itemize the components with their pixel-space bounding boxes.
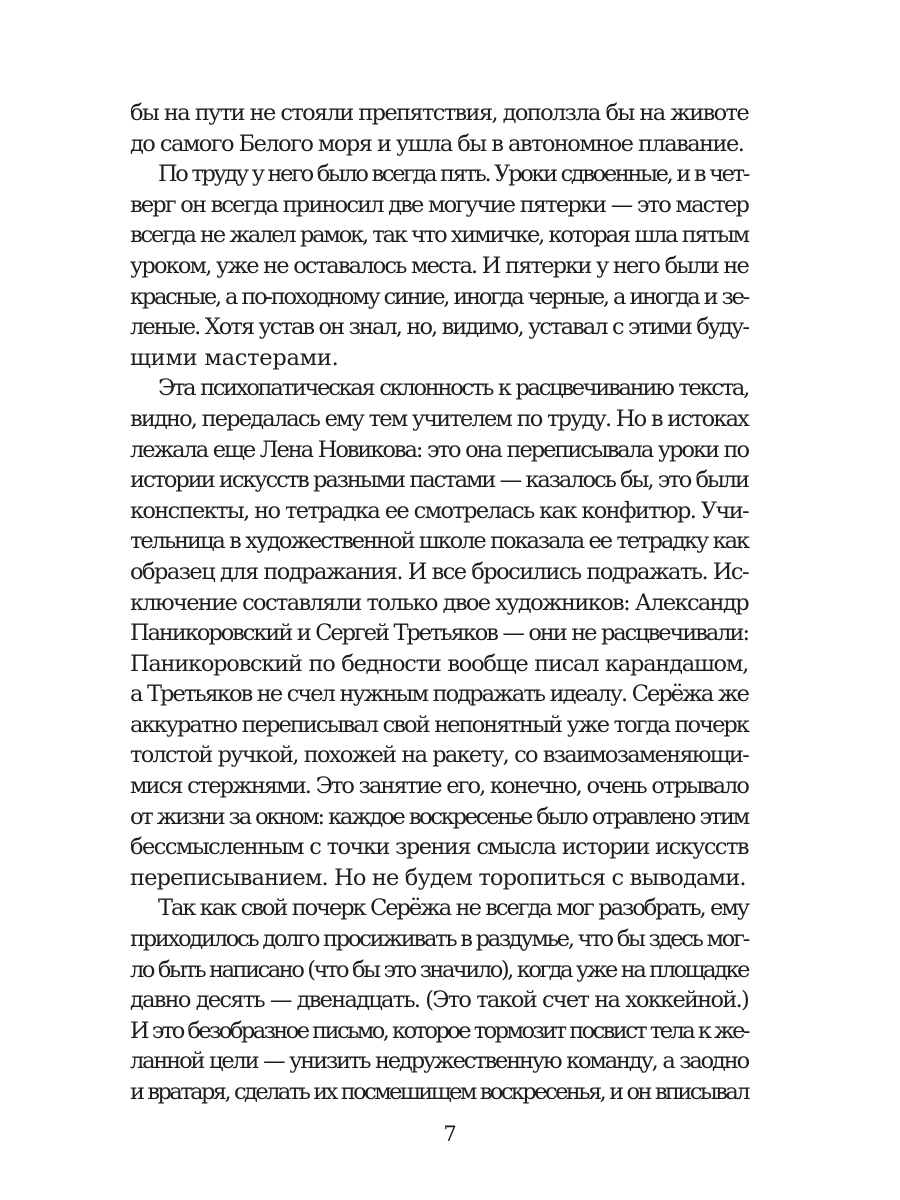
text-line: Паникоровский по бедности вообще писал карандашом, [130,650,748,677]
text-line: лежала еще Лена Новикова: это она переписывала уроки по [130,436,748,463]
text-line: ло быть написано (что бы это значило), когда уже на площадке [130,956,748,983]
paragraph [130,893,748,1107]
text-line: Эта психопатическая склонность к расцвечиванию текста, [158,375,748,402]
text-line: мися стержнями. Это занятие его, конечно, очень отрывало [130,773,748,800]
text-line: бессмысленным с точки зрения смысла истории искусств [130,834,748,861]
text-line: всегда не жалел рамок, так что химичке, которая шла пятым [130,222,748,249]
text-line: И это безобразное письмо, которое тормозит посвист тела к же- [130,1017,748,1044]
paragraph [130,373,748,893]
text-line: истории искусств разными пастами — казалось бы, это были [130,467,748,494]
text-line: бы на пути не стояли препятствия, доползла бы на животе [130,100,748,126]
text-line: красные, а по-походному синие, иногда черные, а иногда и зе- [130,283,748,310]
text-line: Так как свой почерк Серёжа не всегда мог разобрать, ему [158,895,748,922]
text-line: видно, передалась ему тем учителем по труду. Но в истоках [130,405,748,432]
text-line: толстой ручкой, похожей на ракету, со взаимозаменяющи- [130,742,748,769]
page-number: 7 [443,1122,457,1146]
text-line: ланной цели — унизить недружественную команду, а заодно [130,1048,748,1075]
text-line: ключение составляли только двое художников: Александр [130,589,748,616]
text-line: верг он всегда приносил две могучие пятерки — это мастер [130,191,748,218]
book-page-text [130,98,748,1108]
text-line: леные. Хотя устав он знал, но, видимо, уставал с этими буду- [130,314,748,341]
paragraph [130,98,748,159]
text-line: а Третьяков не счел нужным подражать идеалу. Серёжа же [130,681,748,708]
text-line: тельница в художественной школе показала ее тетрадку как [130,528,748,555]
text-line: щими мастерами. [130,344,339,371]
text-line: приходилось долго просиживать в раздумье, что бы здесь мог- [130,926,748,953]
text-line: конспекты, но тетрадка ее смотрелась как конфитюр. Учи- [130,497,748,524]
text-line: образец для подражания. И все бросились подражать. Ис- [130,558,748,585]
text-line: аккуратно переписывал свой непонятный уже тогда почерк [130,711,748,738]
text-line: По труду у него было всегда пять. Уроки сдвоенные, и в чет- [158,161,748,188]
text-line: переписыванием. Но не будем торопиться с выводами. [130,864,746,891]
text-line: Паникоровский и Сергей Третьяков — они не расцвечивали: [130,620,748,647]
text-line: уроком, уже не оставалось места. И пятерки у него были не [130,252,748,279]
text-line: от жизни за окном: каждое воскресенье было отравлено этим [130,803,748,830]
text-line: давно десять — двенадцать. (Это такой счет на хоккейной.) [130,987,748,1014]
text-line: до самого Белого моря и ушла бы в автономное плавание. [130,130,744,157]
paragraph [130,159,748,373]
text-line: и вратаря, сделать их посмешищем воскресенья, и он вписывал [130,1079,748,1105]
